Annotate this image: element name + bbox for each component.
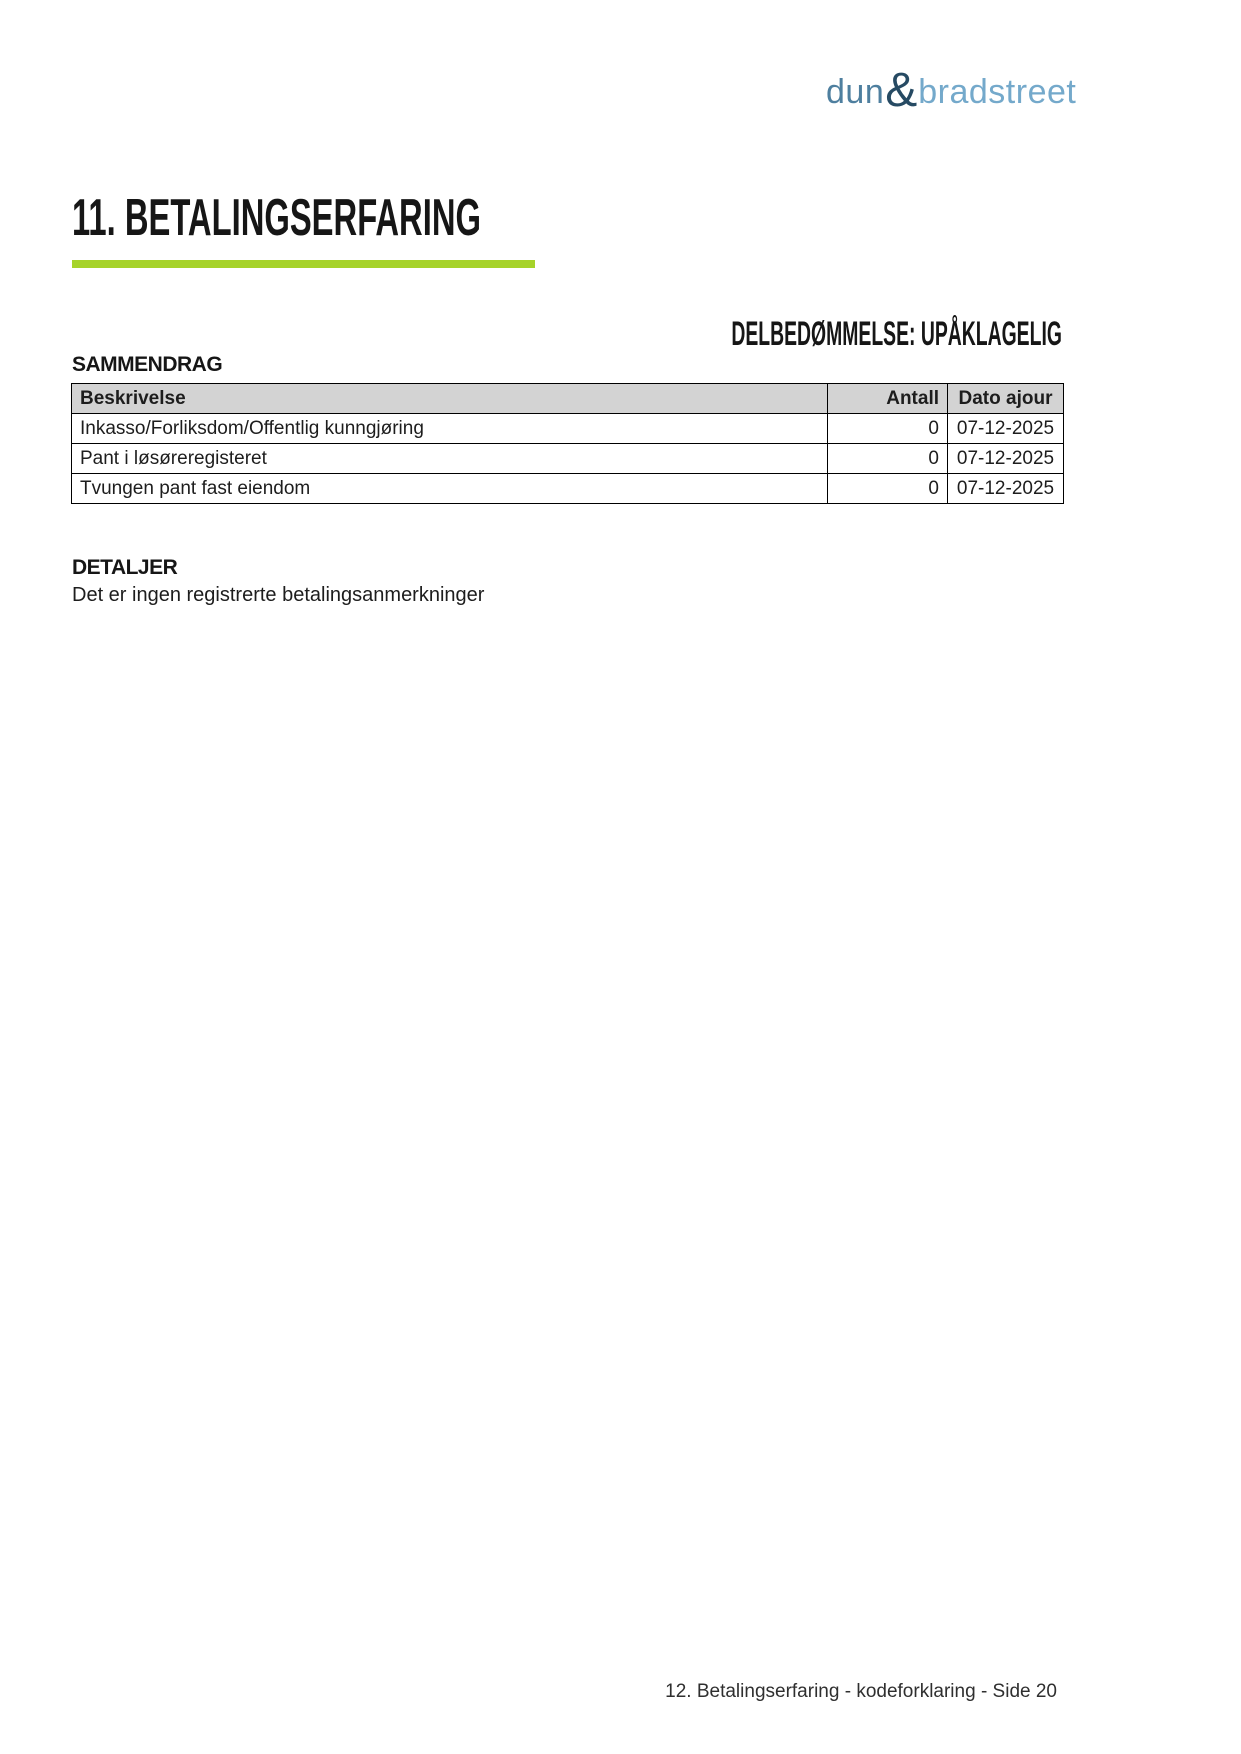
dun-bradstreet-logo: [826, 66, 1076, 118]
ampersand-icon: &: [885, 64, 918, 117]
table-row: [72, 474, 1064, 504]
cell-antall: 0: [828, 414, 948, 444]
page-title: 11. BETALINGSERFARING: [72, 189, 481, 247]
logo-word-bradstreet: bradstreet: [918, 73, 1077, 111]
table-row: [72, 444, 1064, 474]
table-row: [72, 414, 1064, 444]
summary-section-heading: SAMMENDRAG: [72, 353, 223, 376]
logo-word-dun: dun: [826, 73, 885, 111]
cell-antall: 0: [828, 444, 948, 474]
assessment-heading: DELBEDØMMELSE: UPÅKLAGELIG: [731, 315, 1062, 353]
cell-dato-ajour: 07-12-2025: [948, 444, 1064, 474]
title-accent-bar: [72, 260, 535, 268]
column-header-antall: Antall: [828, 384, 948, 414]
column-header-dato-ajour: Dato ajour: [948, 384, 1064, 414]
cell-beskrivelse: Pant i løsøreregisteret: [72, 444, 828, 474]
cell-dato-ajour: 07-12-2025: [948, 474, 1064, 504]
cell-dato-ajour: 07-12-2025: [948, 414, 1064, 444]
table-header-row: [72, 384, 1064, 414]
page-footer: 12. Betalingserfaring - kodeforklaring - Side 20: [665, 1681, 1057, 1702]
cell-antall: 0: [828, 474, 948, 504]
column-header-beskrivelse: Beskrivelse: [72, 384, 828, 414]
cell-beskrivelse: Inkasso/Forliksdom/Offentlig kunngjøring: [72, 414, 828, 444]
cell-beskrivelse: Tvungen pant fast eiendom: [72, 474, 828, 504]
details-section-heading: DETALJER: [72, 556, 178, 579]
summary-table: [71, 383, 1064, 504]
details-text: Det er ingen registrerte betalingsanmerkninger: [72, 584, 485, 606]
